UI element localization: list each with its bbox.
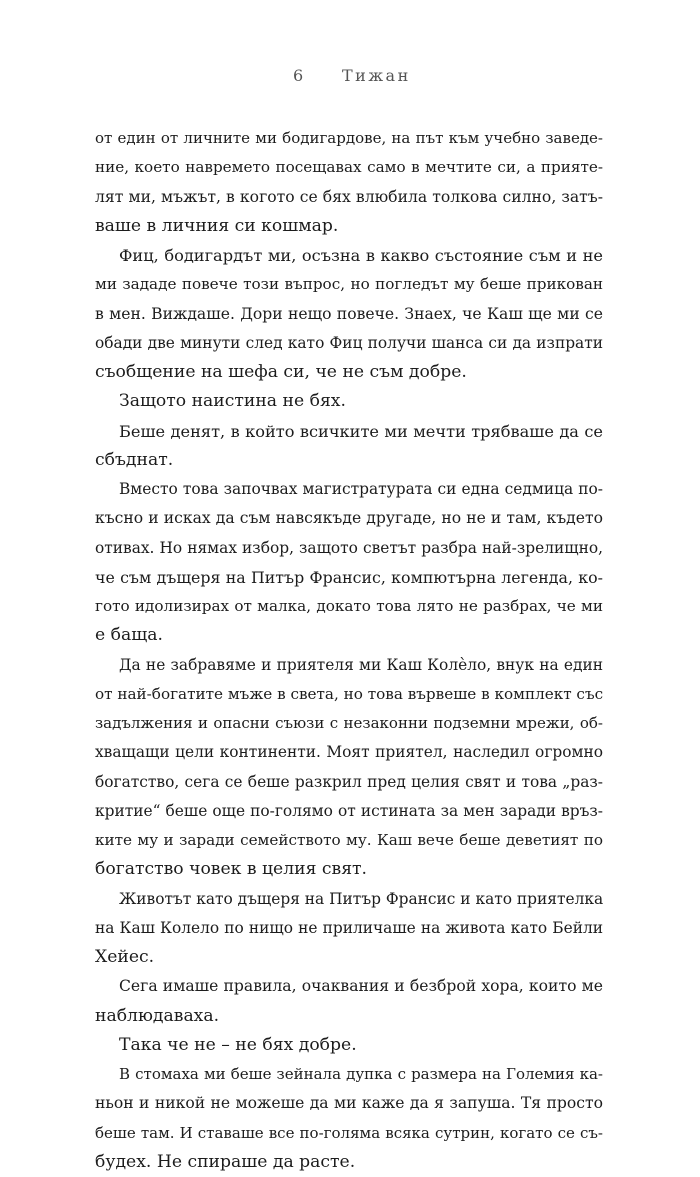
text-line: Сега имаше правила, очаквания и безброй хора, които ме bbox=[119, 977, 603, 996]
text-line: гото идолизирах от малка, докато това лято не разбрах, че ми bbox=[95, 597, 603, 615]
text-line: Защото наистина не бях. bbox=[119, 391, 346, 412]
text-line: хващащи цели континенти. Моят приятел, наследил огромно bbox=[95, 743, 603, 762]
text-line: сбъднат. bbox=[95, 449, 174, 470]
text-line: богатство, сега се беше разкрил пред целия свят и това „раз- bbox=[95, 772, 603, 791]
text-line: Да не забравяме и приятеля ми Каш Колѐло, внук на един bbox=[119, 655, 603, 674]
text-line: Фиц, бодигардът ми, осъзна в какво състояние съм и не bbox=[119, 246, 603, 265]
running-head-author: Тижан bbox=[342, 66, 411, 85]
page-number: 6 bbox=[293, 66, 304, 85]
text-line: в мен. Виждаше. Дори нещо повече. Знаех, че Каш ще ми се bbox=[95, 304, 603, 323]
text-line: ние, което навремето посещавах само в мечтите си, а прияте- bbox=[95, 158, 603, 177]
text-line: лят ми, мъжът, в когото се бях влюбила толкова силно, затъ- bbox=[95, 187, 603, 206]
text-line: беше там. И ставаше все по-голяма всяка сутрин, когато се съ- bbox=[95, 1123, 603, 1142]
text-line: от най-богатите мъже в света, но това вървеше в комплект със bbox=[95, 684, 604, 703]
text-line: задължения и опасни съюзи с незаконни подземни мрежи, об- bbox=[95, 714, 603, 732]
text-line: Така че не – не бях добре. bbox=[119, 1034, 357, 1055]
text-line: Хейес. bbox=[95, 947, 155, 967]
text-line: Вместо това започвах магистратурата си една седмица по- bbox=[119, 480, 603, 498]
text-line: от един от личните ми бодигардове, на път към учебно заведе- bbox=[95, 129, 603, 147]
text-line: съобщение на шефа си, че не съм добре. bbox=[95, 362, 467, 382]
text-line: наблюдаваха. bbox=[95, 1005, 220, 1026]
text-line: е баща. bbox=[95, 625, 163, 646]
text-line: ньон и никой не можеше да ми каже да я запуша. Тя просто bbox=[95, 1094, 603, 1113]
body-text bbox=[95, 124, 603, 1177]
running-head bbox=[0, 66, 700, 92]
text-line: Животът като дъщеря на Питър Франсис и като приятелка bbox=[119, 889, 604, 908]
text-line: късно и исках да съм навсякъде другаде, но не и там, където bbox=[95, 509, 603, 528]
text-line: Беше денят, в който всичките ми мечти трябваше да се bbox=[119, 421, 603, 441]
text-line: отивах. Но нямах избор, защото светът разбра най-зрелищно, bbox=[95, 538, 603, 557]
text-line: богатство човек в целия свят. bbox=[95, 859, 368, 880]
text-line: обади две минути след като Фиц получи шанса си да изпрати bbox=[95, 333, 603, 352]
text-line: ките му и заради семейството му. Каш вече беше деветият по bbox=[95, 831, 603, 849]
text-line: ми зададе повече този въпрос, но погледът му беше прикован bbox=[95, 275, 603, 294]
text-line: будех. Не спираше да расте. bbox=[95, 1151, 356, 1172]
text-line: ваше в личния си кошмар. bbox=[95, 215, 339, 236]
text-line: на Каш Колело по нищо не приличаше на живота като Бейли bbox=[95, 918, 603, 937]
text-line: че съм дъщеря на Питър Франсис, компютърна легенда, ко- bbox=[95, 567, 603, 587]
text-line: критие“ беше още по-голямо от истината за мен заради връз- bbox=[95, 801, 603, 820]
text-line: В стомаха ми беше зейнала дупка с размера на Големия ка- bbox=[119, 1065, 603, 1083]
